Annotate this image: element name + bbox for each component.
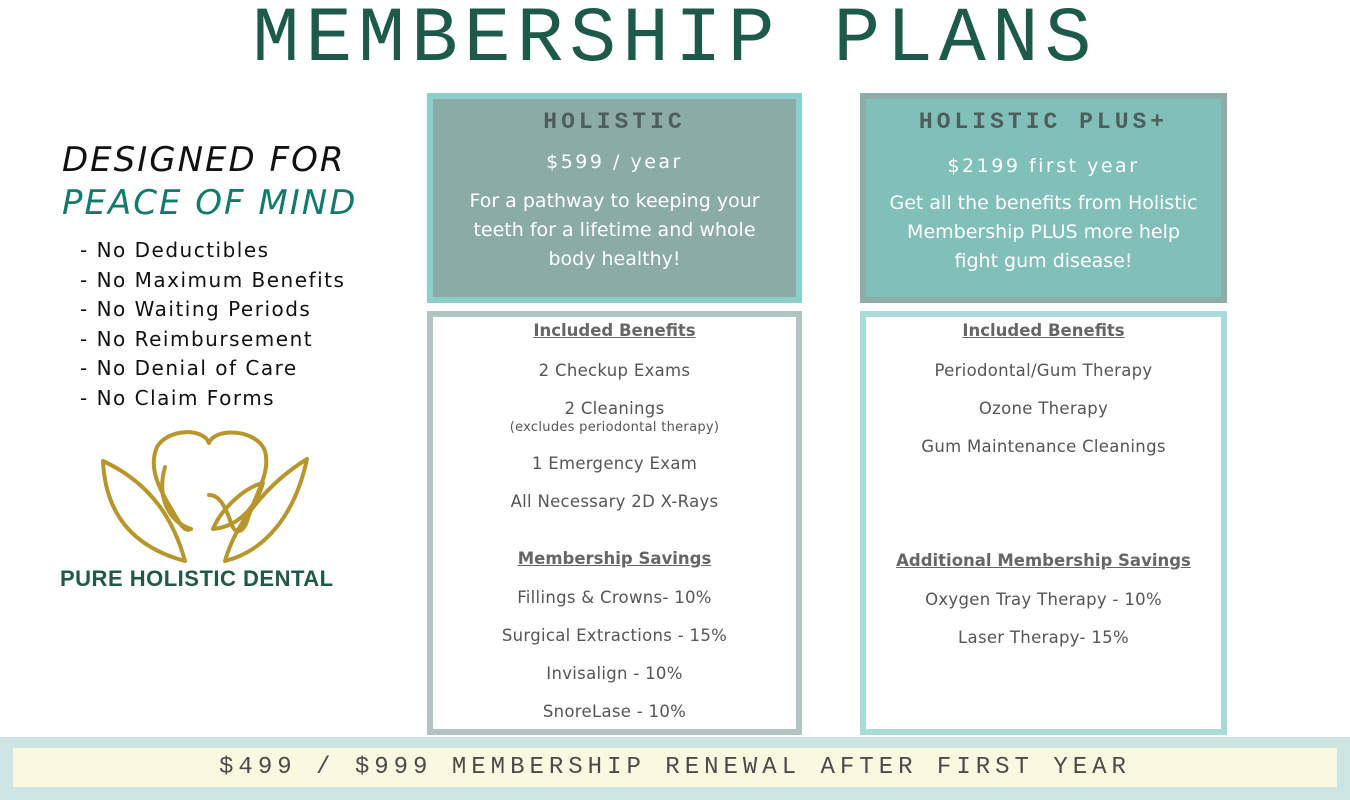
plan-name: HOLISTIC PLUS+ — [918, 109, 1169, 135]
savings-title: Additional Membership Savings — [896, 551, 1191, 570]
tooth-leaves-logo-icon — [95, 425, 315, 565]
no-feature-item: - No Deductibles — [80, 238, 270, 262]
plan-price: $599 / year — [546, 151, 683, 173]
no-features-list — [80, 236, 345, 413]
page-title: MEMBERSHIP PLANS — [252, 0, 1098, 84]
plan-description: Get all the benefits from Holistic Membership PLUS more help fight gum disease! — [889, 192, 1198, 272]
renewal-footer-band — [0, 737, 1350, 800]
holistic-plan-header — [427, 93, 802, 303]
plan-name: HOLISTIC — [543, 109, 686, 135]
savings-item: Invisalign - 10% — [546, 664, 683, 683]
no-feature-item: - No Claim Forms — [80, 385, 276, 410]
savings-item: Laser Therapy- 15% — [958, 628, 1129, 647]
brand-name: PURE HOLISTIC DENTAL — [60, 566, 334, 591]
tagline-line-2: PEACE OF MIND — [62, 183, 358, 223]
savings-item: Fillings & Crowns- 10% — [517, 588, 712, 607]
renewal-footer-text: $499 / $999 MEMBERSHIP RENEWAL AFTER FIRST YEAR — [13, 748, 1337, 787]
benefit-note: (excludes periodontal therapy) — [509, 420, 720, 435]
benefits-title: Included Benefits — [962, 321, 1125, 340]
benefit-item: Periodontal/Gum Therapy — [934, 361, 1153, 380]
holistic-plus-benefits-panel — [860, 311, 1227, 735]
holistic-benefits-panel — [427, 311, 802, 735]
savings-item: SnoreLase - 10% — [542, 702, 687, 721]
savings-item: Surgical Extractions - 15% — [501, 626, 728, 645]
savings-item: Oxygen Tray Therapy - 10% — [925, 590, 1162, 609]
benefit-item — [433, 399, 796, 435]
no-feature-item: - No Waiting Periods — [80, 297, 312, 321]
tagline-line-1: DESIGNED FOR — [62, 140, 346, 180]
benefit-item: Ozone Therapy — [978, 399, 1109, 418]
benefit-item: 1 Emergency Exam — [531, 454, 698, 473]
benefit-item: All Necessary 2D X-Rays — [510, 492, 719, 511]
benefit-item: Gum Maintenance Cleanings — [921, 437, 1166, 456]
plan-description: For a pathway to keeping your teeth for a lifetime and whole body healthy! — [469, 190, 760, 270]
benefit-item: 2 Checkup Exams — [538, 361, 691, 380]
plan-price: $2199 first year — [947, 155, 1140, 177]
holistic-plus-plan-header — [860, 93, 1227, 303]
no-feature-item: - No Reimbursement — [80, 326, 314, 351]
no-feature-item: - No Denial of Care — [80, 356, 298, 380]
benefits-title: Included Benefits — [533, 321, 696, 340]
savings-title: Membership Savings — [517, 549, 712, 568]
benefit-label: 2 Cleanings — [564, 399, 665, 418]
no-feature-item: - No Maximum Benefits — [80, 267, 346, 292]
